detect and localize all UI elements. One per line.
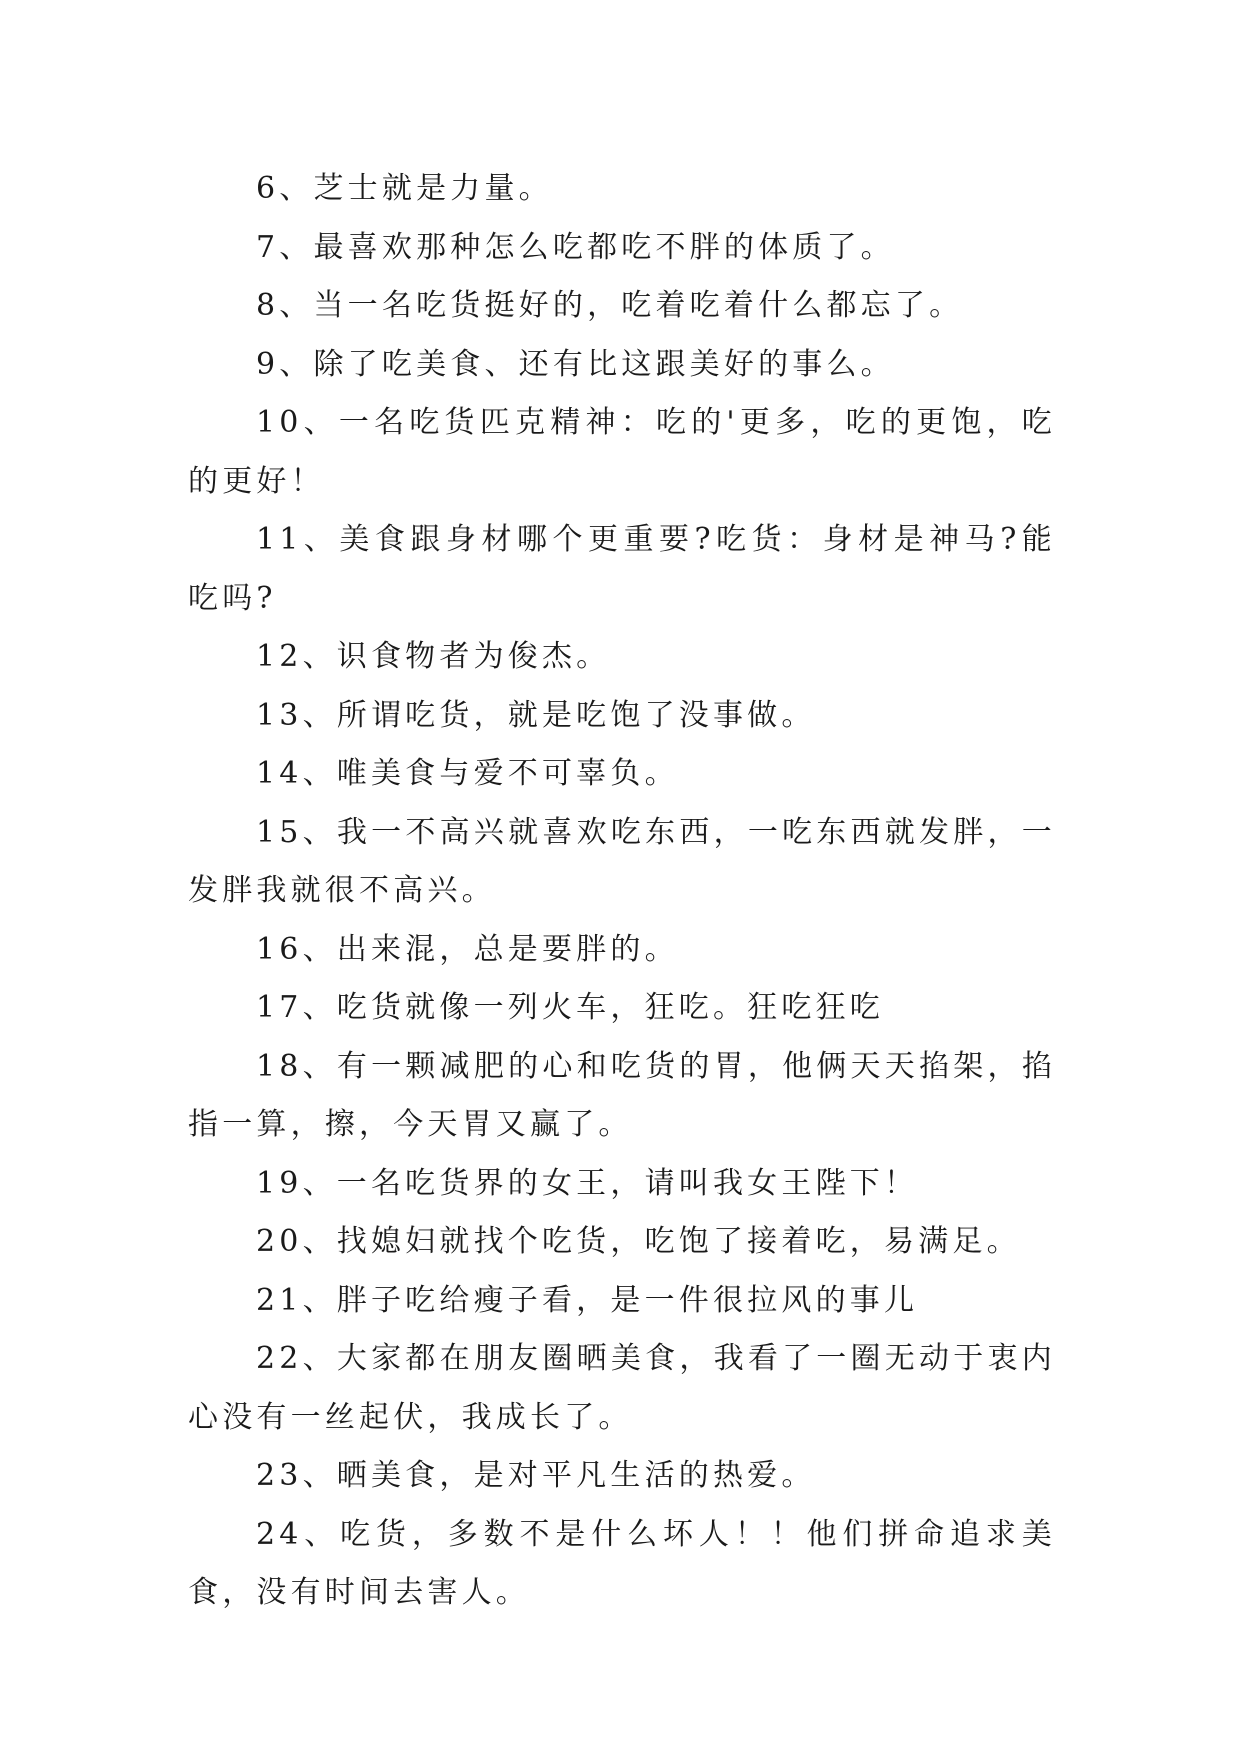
paragraph-item-23: 23、晒美食，是对平凡生活的热爱。 xyxy=(256,1458,816,1493)
paragraph-item-15: 15、我一不高兴就喜欢吃东西，一吃东西就发胖，一发胖我就很不高兴。 xyxy=(188,814,1056,908)
paragraph-item-17: 17、吃货就像一列火车，狂吃。狂吃狂吃 xyxy=(256,990,884,1025)
paragraph-item-7: 7、最喜欢那种怎么吃都吃不胖的体质了。 xyxy=(256,229,895,265)
paragraph-item-11: 11、美食跟身材哪个更重要?吃货：身材是神马?能吃吗? xyxy=(188,522,1056,616)
paragraph-item-13: 13、所谓吃货，就是吃饱了没事做。 xyxy=(256,697,816,733)
paragraph-item-9: 9、除了吃美食、还有比这跟美好的事么。 xyxy=(256,346,895,382)
paragraph-item-20: 20、找媳妇就找个吃货，吃饱了接着吃，易满足。 xyxy=(256,1224,1021,1259)
paragraph-item-18: 18、有一颗减肥的心和吃货的胃，他俩天天掐架，掐指一算，擦，今天胃又赢了。 xyxy=(188,1048,1056,1142)
paragraph-item-19: 19、一名吃货界的女王，请叫我女王陛下！ xyxy=(256,1165,919,1201)
paragraph-item-6: 6、芝士就是力量。 xyxy=(256,171,553,206)
paragraph-item-10: 10、一名吃货匹克精神：吃的'更多，吃的更饱，吃的更好！ xyxy=(188,405,1056,499)
paragraph-item-8: 8、当一名吃货挺好的，吃着吃着什么都忘了。 xyxy=(256,288,964,323)
paragraph-item-14: 14、唯美食与爱不可辜负。 xyxy=(256,756,679,791)
paragraph-item-16: 16、出来混，总是要胖的。 xyxy=(256,931,679,967)
paragraph-item-24: 24、吃货，多数不是什么坏人！！他们拼命追求美食，没有时间去害人。 xyxy=(188,1516,1056,1610)
paragraph-item-22: 22、大家都在朋友圈晒美食，我看了一圈无动于衷内心没有一丝起伏，我成长了。 xyxy=(188,1341,1056,1435)
paragraph-item-12: 12、识食物者为俊杰。 xyxy=(256,639,611,674)
paragraph-item-21: 21、胖子吃给瘦子看，是一件很拉风的事儿 xyxy=(256,1282,919,1318)
document-body xyxy=(188,160,1056,1623)
